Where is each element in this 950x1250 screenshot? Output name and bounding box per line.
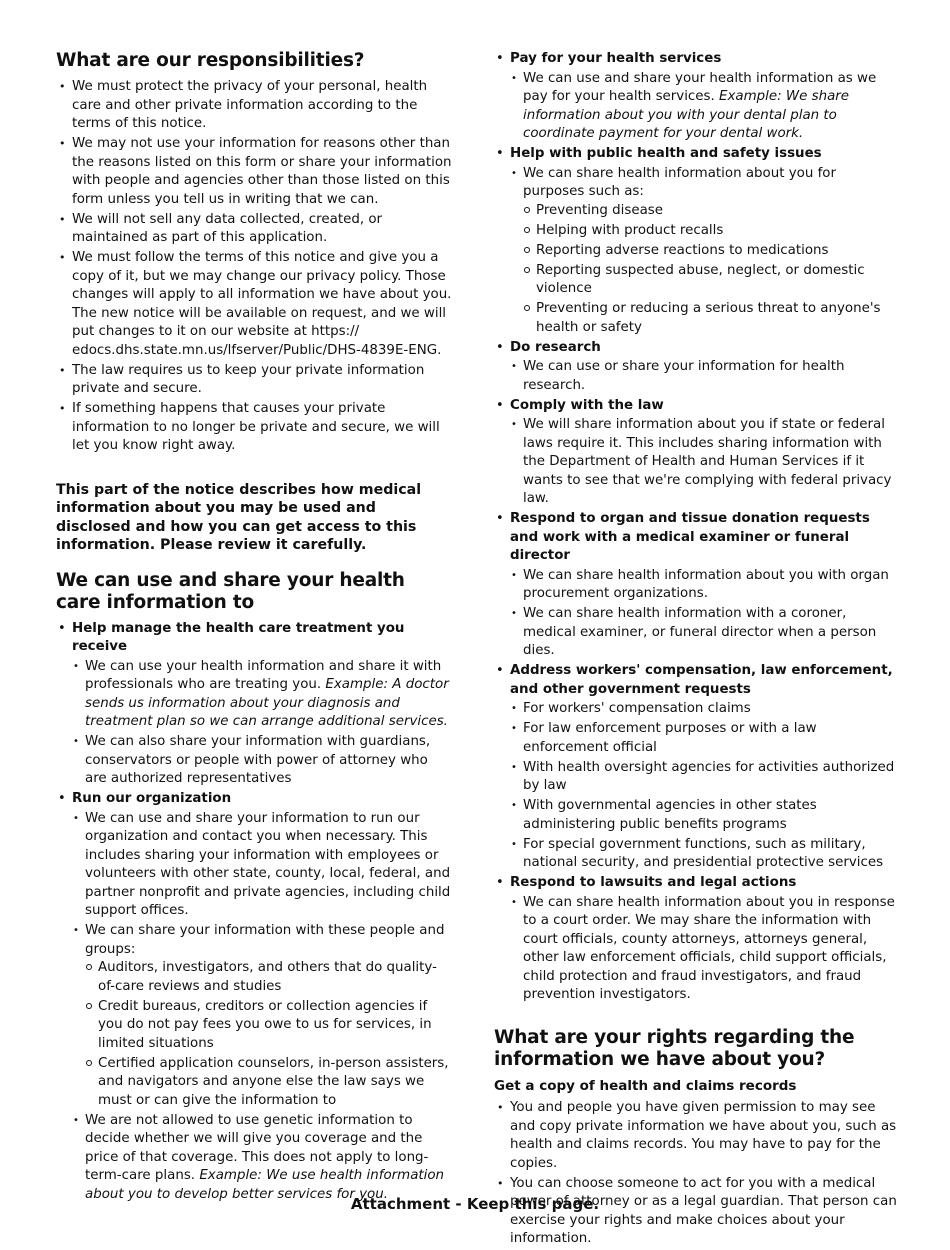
list-item: • We can share health information with a coroner, medical examiner, or funeral director when a person dies. bbox=[510, 605, 898, 661]
right-column bbox=[494, 50, 898, 1250]
sub-list bbox=[510, 567, 898, 661]
use-share-list bbox=[56, 620, 452, 1205]
list-item: Preventing or reducing a serious threat to anyone's health or safety bbox=[523, 300, 898, 337]
sub-list bbox=[72, 810, 452, 1205]
list-item bbox=[56, 790, 452, 1204]
sub-list bbox=[72, 658, 452, 789]
list-item bbox=[494, 662, 898, 873]
list-item: Reporting adverse reactions to medications bbox=[523, 242, 898, 261]
list-item: • You can choose someone to act for you with a medical power of attorney or as a legal guardian. That person can exercise your rights and make choices about your information. bbox=[494, 1175, 898, 1249]
responsibilities-heading: What are our responsibilities? bbox=[56, 50, 365, 71]
list-item: • For workers' compensation claims bbox=[510, 700, 898, 719]
list-item: • With governmental agencies in other states administering public benefits programs bbox=[510, 797, 898, 834]
list-item bbox=[494, 50, 898, 144]
topic-title: Pay for your health services bbox=[510, 51, 722, 66]
list-item: • We may not use your information for reasons other than the reasons listed on this form or share your information with people and agencies other than those listed on this form unless you tell us in writing that we can. bbox=[56, 135, 452, 209]
example-text: Example: A doctor sends us information about your diagnosis and treatment plan so we can arrange additional services. bbox=[85, 677, 449, 729]
item-text: We can use your health information and share it with professionals who are treating you. bbox=[85, 658, 442, 692]
responsibilities-list bbox=[56, 78, 452, 456]
list-item: • We can use and share your information to run our organization and contact you when necessary. This includes sharing your information with employees or volunteers with other state, county, local, federal, and partner nonprofit and private agencies, including child support offices. bbox=[72, 810, 452, 921]
sub-sub-list bbox=[85, 959, 452, 1110]
list-item: • For law enforcement purposes or with a law enforcement official bbox=[510, 720, 898, 757]
sub-list bbox=[510, 894, 898, 1005]
topic-title: Respond to lawsuits and legal actions bbox=[510, 875, 797, 890]
list-item: • With health oversight agencies for activities authorized by law bbox=[510, 759, 898, 796]
topic-title: Help with public health and safety issues bbox=[510, 146, 822, 161]
list-item: Preventing disease bbox=[523, 202, 898, 221]
list-item: • We can use or share your information for health research. bbox=[510, 358, 898, 395]
item-text: We can share your information with these people and groups: bbox=[85, 923, 445, 957]
topic-title: Comply with the law bbox=[510, 397, 664, 413]
copy-records-list bbox=[494, 1099, 898, 1249]
topic-title: Help manage the health care treatment you receive bbox=[72, 620, 405, 654]
topic-title: Address workers' compensation, law enforcement, and other government requests bbox=[510, 663, 893, 697]
list-item bbox=[494, 397, 898, 509]
item-text: We can use and share your health information as we pay for your health services. bbox=[523, 70, 877, 104]
topic-title: Run our organization bbox=[72, 791, 232, 806]
example-text: Example: We use health information about you to develop better services for you. bbox=[85, 1168, 445, 1202]
sub-sub-list bbox=[523, 202, 898, 338]
example-text: Example: We share information about you with your dental plan to coordinate payment for your dental work. bbox=[523, 89, 850, 141]
topic-title: Do research bbox=[510, 339, 601, 355]
use-share-heading: We can use and share your health care information to bbox=[56, 569, 405, 613]
list-item: Certified application counselors, in-person assisters, and navigators and anyone else the law says we must or can give the information to bbox=[85, 1055, 452, 1111]
list-item bbox=[56, 620, 452, 789]
list-item: • We must protect the privacy of your personal, health care and other private information according to the terms of this notice. bbox=[56, 78, 452, 134]
list-item: • We can share health information about you in response to a court order. We may share the information with court officials, county attorneys, attorneys general, other law enforcement officials, child support officials, child protection and fraud investigators, and fraud prevention investigators. bbox=[510, 894, 898, 1005]
left-column bbox=[56, 50, 452, 1206]
list-item: • We must follow the terms of this notice and give you a copy of it, but we may change our privacy policy. Those changes will apply to all information we have about you. The new notice will be available on request, and we will put changes to it on our website at https:// edocs.dhs.state.mn.us/lfserver/Public/DHS-4839E-ENG. bbox=[56, 249, 452, 360]
list-item bbox=[494, 339, 898, 396]
notice-statement: This part of the notice describes how medical information about you may be used and disclosed and how you can get access to this information. Please review it carefully. bbox=[56, 481, 422, 553]
topic-title: Respond to organ and tissue donation requests and work with a medical examiner or funeral director bbox=[510, 511, 870, 563]
list-item: Auditors, investigators, and others that do quality-of-care reviews and studies bbox=[85, 959, 452, 996]
list-item: • We will share information about you if state or federal laws require it. This includes sharing information with the Department of Health and Human Services if it wants to see that we're complying with federal privacy law. bbox=[510, 416, 898, 509]
list-item: • The law requires us to keep your private information private and secure. bbox=[56, 362, 452, 399]
sub-list bbox=[510, 358, 898, 395]
list-item: • If something happens that causes your private information to no longer be private and secure, we will let you know right away. bbox=[56, 400, 452, 456]
sub-list bbox=[510, 416, 898, 509]
list-item: Helping with product recalls bbox=[523, 222, 898, 241]
list-item: • You and people you have given permission to may see and copy private information we have about you, such as health and claims records. You may have to pay for the copies. bbox=[494, 1099, 898, 1173]
list-item bbox=[72, 922, 452, 1110]
use-share-list-continued bbox=[494, 50, 898, 1005]
sub-list bbox=[510, 700, 898, 873]
page-footer: Attachment - Keep this page. bbox=[350, 1195, 600, 1213]
list-item bbox=[494, 874, 898, 1005]
rights-heading: What are your rights regarding the information we have about you? bbox=[494, 1026, 855, 1070]
list-item bbox=[72, 658, 452, 732]
item-text: We can share health information about you for purposes such as: bbox=[523, 165, 836, 199]
list-item: • For special government functions, such as military, national security, and presidential protective services bbox=[510, 836, 898, 873]
sub-list bbox=[510, 165, 898, 338]
list-item bbox=[494, 510, 898, 661]
list-item: • We can share health information about you with organ procurement organizations. bbox=[510, 567, 898, 604]
list-item: Credit bureaus, creditors or collection agencies if you do not pay fees you owe to us for services, in limited situations bbox=[85, 998, 452, 1054]
item-text: We are not allowed to use genetic information to decide whether we will give you coverage and the price of that coverage. This does not apply to long-term-care plans. bbox=[85, 1112, 429, 1183]
copy-records-subheading: Get a copy of health and claims records bbox=[494, 1077, 797, 1094]
list-item: • We will not sell any data collected, created, or maintained as part of this application. bbox=[56, 211, 452, 248]
list-item bbox=[494, 145, 898, 337]
sub-list bbox=[510, 70, 898, 144]
list-item: Reporting suspected abuse, neglect, or domestic violence bbox=[523, 262, 898, 299]
list-item bbox=[510, 165, 898, 338]
list-item bbox=[510, 70, 898, 144]
list-item: • We can also share your information with guardians, conservators or people with power of attorney who are authorized representatives bbox=[72, 733, 452, 789]
list-item bbox=[72, 1112, 452, 1205]
